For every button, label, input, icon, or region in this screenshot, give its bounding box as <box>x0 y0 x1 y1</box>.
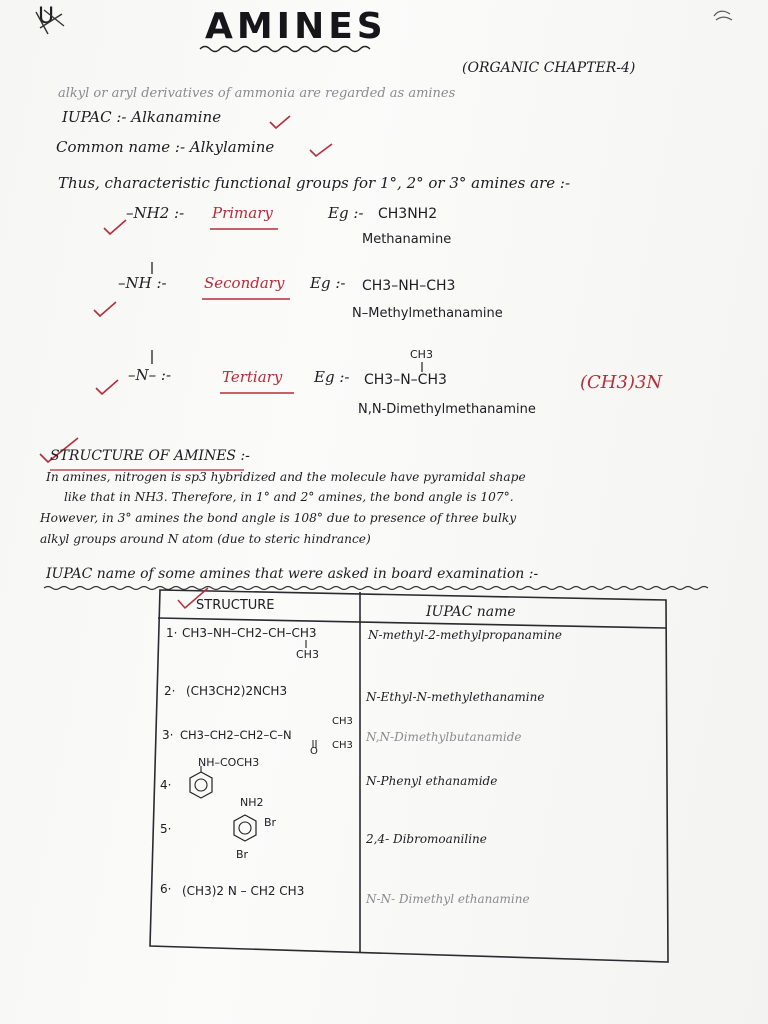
structure-line: alkyl groups around N atom (due to steric hindrance) <box>40 532 371 546</box>
group-tertiary-name: N,N-Dimethylmethanamine <box>358 402 536 417</box>
group-primary-symbol: –NH2 :- <box>126 204 185 222</box>
corner-mark-text: U <box>38 4 55 29</box>
structure-line: like that in NH3. Therefore, in 1° and 2° amines, the bond angle is 107°. <box>64 490 514 504</box>
row-4-iupac-name: N-Phenyl ethanamide <box>366 774 498 788</box>
row-2-structure: (CH3CH2)2NCH3 <box>186 684 288 698</box>
group-tertiary-formula: CH3–N–CH3 <box>364 372 447 388</box>
faded-intro-line: alkyl or aryl derivatives of ammonia are regarded as amines <box>58 86 456 101</box>
row-6-number: 6· <box>160 882 172 896</box>
structure-line: However, in 3° amines the bond angle is 108° due to presence of three bulky <box>40 511 517 525</box>
row-5-iupac-name: 2,4- Dibromoaniline <box>366 832 487 846</box>
group-primary-formula: CH3NH2 <box>378 206 438 222</box>
row-5-bottom-group: Br <box>236 848 249 861</box>
group-secondary-formula: CH3–NH–CH3 <box>362 278 456 294</box>
row-3-number: 3· <box>162 728 174 742</box>
group-tertiary-eg: Eg :- <box>314 368 350 386</box>
col-header-iupac-name: IUPAC name <box>426 604 516 620</box>
row-4-substituent: NH–COCH3 <box>198 756 260 769</box>
row-2-number: 2· <box>164 684 176 698</box>
bond-line <box>304 640 308 648</box>
structure-heading: STRUCTURE OF AMINES :- <box>50 448 250 464</box>
row-4-number: 4· <box>160 778 172 792</box>
common-name-line: Common name :- Alkylamine <box>56 138 275 156</box>
row-1-structure: CH3–NH–CH2–CH–CH3 <box>182 626 317 640</box>
chapter-label: (ORGANIC CHAPTER-4) <box>462 60 636 76</box>
group-secondary-type: Secondary <box>204 274 285 292</box>
group-tertiary-formula-top: CH3 <box>410 348 433 361</box>
row-3-structure: CH3–CH2–CH2–C–N <box>180 728 292 742</box>
exam-heading: IUPAC name of some amines that were asked in board examination :- <box>46 566 539 582</box>
group-primary-eg: Eg :- <box>328 204 364 222</box>
row-3-oxygen: O <box>310 746 318 757</box>
page-title: AMINES <box>205 6 387 47</box>
row-6-iupac-name: N-N- Dimethyl ethanamine <box>366 892 530 906</box>
thus-line: Thus, characteristic functional groups for 1°, 2° or 3° amines are :- <box>58 174 571 192</box>
group-secondary-eg: Eg :- <box>310 274 346 292</box>
row-5-number: 5· <box>160 822 172 836</box>
benzene-ring-icon <box>230 812 260 844</box>
row-1-number: 1· <box>166 626 178 640</box>
row-5-top-group: NH2 <box>240 796 264 809</box>
row-1-substituent: CH3 <box>296 648 319 661</box>
row-5-right-group: Br <box>264 816 277 829</box>
group-secondary-name: N–Methylmethanamine <box>352 306 503 321</box>
structure-line: In amines, nitrogen is sp3 hybridized and the molecule have pyramidal shape <box>46 470 526 484</box>
row-3-branch-top: CH3 <box>332 716 353 727</box>
group-primary-type: Primary <box>212 204 273 222</box>
group-tertiary-type: Tertiary <box>222 368 283 386</box>
col-header-structure: STRUCTURE <box>196 598 275 613</box>
benzene-ring-icon <box>186 770 216 800</box>
row-2-iupac-name: N-Ethyl-N-methylethanamine <box>366 690 545 704</box>
row-1-iupac-name: N-methyl-2-methylpropanamine <box>368 628 563 642</box>
iupac-line: IUPAC :- Alkanamine <box>62 108 222 126</box>
group-primary-name: Methanamine <box>362 232 452 247</box>
row-3-branch-bottom: CH3 <box>332 740 353 751</box>
group-tertiary-symbol: –N– :- <box>128 366 172 384</box>
tertiary-side-note: (CH3)3N <box>580 372 663 393</box>
group-secondary-symbol: –NH :- <box>118 274 167 292</box>
row-3-iupac-name: N,N-Dimethylbutanamide <box>366 730 522 744</box>
row-6-structure: (CH3)2 N – CH2 CH3 <box>182 884 305 898</box>
